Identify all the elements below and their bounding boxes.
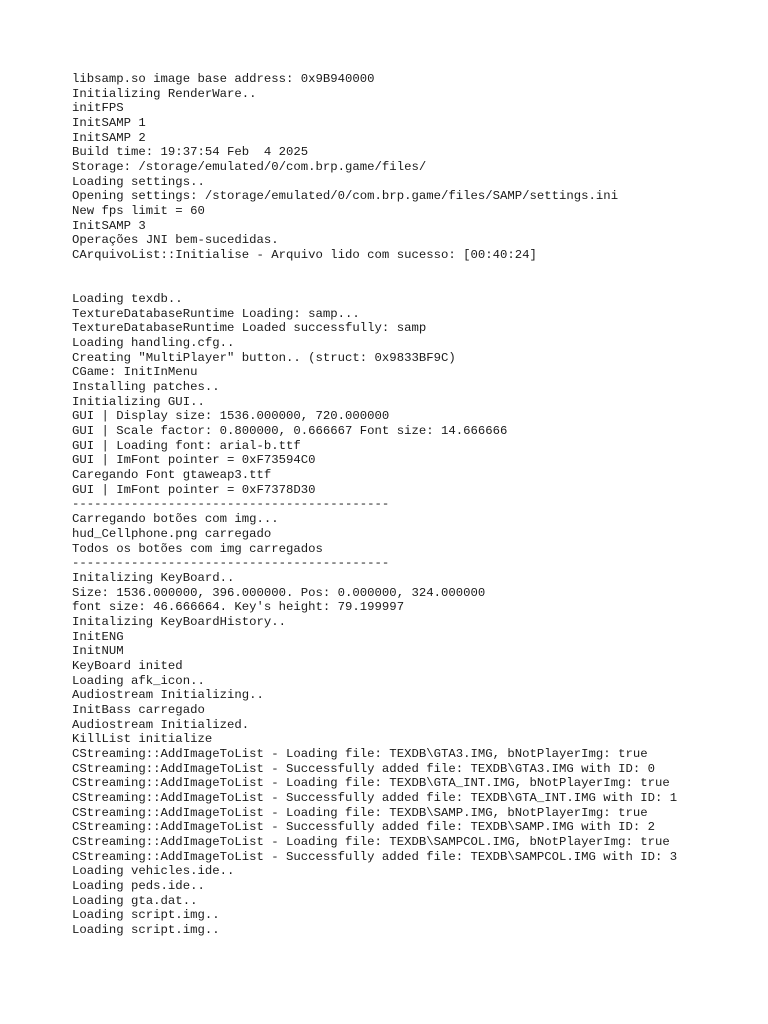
log-line: Loading texdb.. [72, 292, 183, 307]
log-line: Loading gta.dat.. [72, 893, 198, 908]
log-line: InitBass carregado [72, 702, 205, 717]
log-line: Creating "MultiPlayer" button.. (struct: 0x9833BF9C) [72, 350, 456, 365]
log-line: font size: 46.666664. Key's height: 79.199997 [72, 600, 405, 615]
log-line: Initalizing KeyBoardHistory.. [72, 614, 287, 629]
log-line: Build time: 19:37:54 Feb 4 2025 [72, 145, 309, 160]
log-line: Loading handling.cfg.. [72, 336, 235, 351]
log-output [72, 72, 752, 938]
log-line: GUI | Display size: 1536.000000, 720.000000 [72, 409, 390, 424]
log-line: CGame: InitInMenu [72, 365, 198, 380]
log-line: Initializing GUI.. [72, 394, 205, 409]
log-line: New fps limit = 60 [72, 204, 205, 219]
log-line: Loading script.img.. [72, 908, 220, 923]
log-line: Loading settings.. [72, 174, 205, 189]
log-line: GUI | ImFont pointer = 0xF7378D30 [72, 482, 316, 497]
log-line: Opening settings: /storage/emulated/0/com.brp.game/files/SAMP/settings.ini [72, 189, 619, 204]
log-line: CStreaming::AddImageToList - Successfully added file: TEXDB\SAMPCOL.IMG with ID: 3 [72, 849, 678, 864]
log-line: Loading peds.ide.. [72, 878, 205, 893]
log-line: CStreaming::AddImageToList - Loading file: TEXDB\SAMPCOL.IMG, bNotPlayerImg: true [72, 834, 670, 849]
log-line [72, 263, 752, 278]
log-line: CArquivoList::Initialise - Arquivo lido com sucesso: [00:40:24] [72, 248, 537, 263]
log-line: InitNUM [72, 644, 124, 659]
log-line: Loading script.img.. [72, 922, 220, 937]
log-line [72, 277, 752, 292]
log-line: Operações JNI bem-sucedidas. [72, 233, 279, 248]
log-line: KillList initialize [72, 732, 213, 747]
log-line: Audiostream Initialized. [72, 717, 250, 732]
log-line: CStreaming::AddImageToList - Loading file: TEXDB\GTA_INT.IMG, bNotPlayerImg: true [72, 776, 670, 791]
log-line: Audiostream Initializing.. [72, 688, 264, 703]
log-line: GUI | Scale factor: 0.800000, 0.666667 Font size: 14.666666 [72, 424, 508, 439]
log-line: InitENG [72, 629, 124, 644]
log-line: KeyBoard inited [72, 658, 183, 673]
log-line: Initializing RenderWare.. [72, 86, 257, 101]
log-line: GUI | ImFont pointer = 0xF73594C0 [72, 453, 316, 468]
log-line: Size: 1536.000000, 396.000000. Pos: 0.000000, 324.000000 [72, 585, 486, 600]
log-line: ------------------------------------------- [72, 497, 390, 512]
log-line: TextureDatabaseRuntime Loading: samp... [72, 306, 360, 321]
log-line: libsamp.so image base address: 0x9B940000 [72, 72, 375, 86]
log-line: CStreaming::AddImageToList - Loading file: TEXDB\SAMP.IMG, bNotPlayerImg: true [72, 805, 648, 820]
log-line: CStreaming::AddImageToList - Successfully added file: TEXDB\GTA_INT.IMG with ID: 1 [72, 790, 678, 805]
log-line: InitSAMP 1 [72, 116, 146, 131]
log-line: TextureDatabaseRuntime Loaded successfully: samp [72, 321, 427, 336]
log-line: Installing patches.. [72, 380, 220, 395]
log-line: initFPS [72, 101, 124, 116]
log-line: ------------------------------------------- [72, 556, 390, 571]
log-line: CStreaming::AddImageToList - Loading file: TEXDB\GTA3.IMG, bNotPlayerImg: true [72, 746, 648, 761]
log-line: Loading vehicles.ide.. [72, 864, 235, 879]
log-line: Carregando botões com img... [72, 512, 279, 527]
log-line: InitSAMP 2 [72, 130, 146, 145]
log-line: Initalizing KeyBoard.. [72, 570, 235, 585]
log-line: Storage: /storage/emulated/0/com.brp.game/files/ [72, 160, 427, 175]
log-line: Caregando Font gtaweap3.ttf [72, 468, 272, 483]
log-line: CStreaming::AddImageToList - Successfully added file: TEXDB\SAMP.IMG with ID: 2 [72, 820, 655, 835]
log-line: CStreaming::AddImageToList - Successfully added file: TEXDB\GTA3.IMG with ID: 0 [72, 761, 655, 776]
log-line: GUI | Loading font: arial-b.ttf [72, 438, 301, 453]
log-line: Todos os botões com img carregados [72, 541, 323, 556]
log-line: Loading afk_icon.. [72, 673, 205, 688]
log-line: hud_Cellphone.png carregado [72, 526, 272, 541]
log-line: InitSAMP 3 [72, 218, 146, 233]
